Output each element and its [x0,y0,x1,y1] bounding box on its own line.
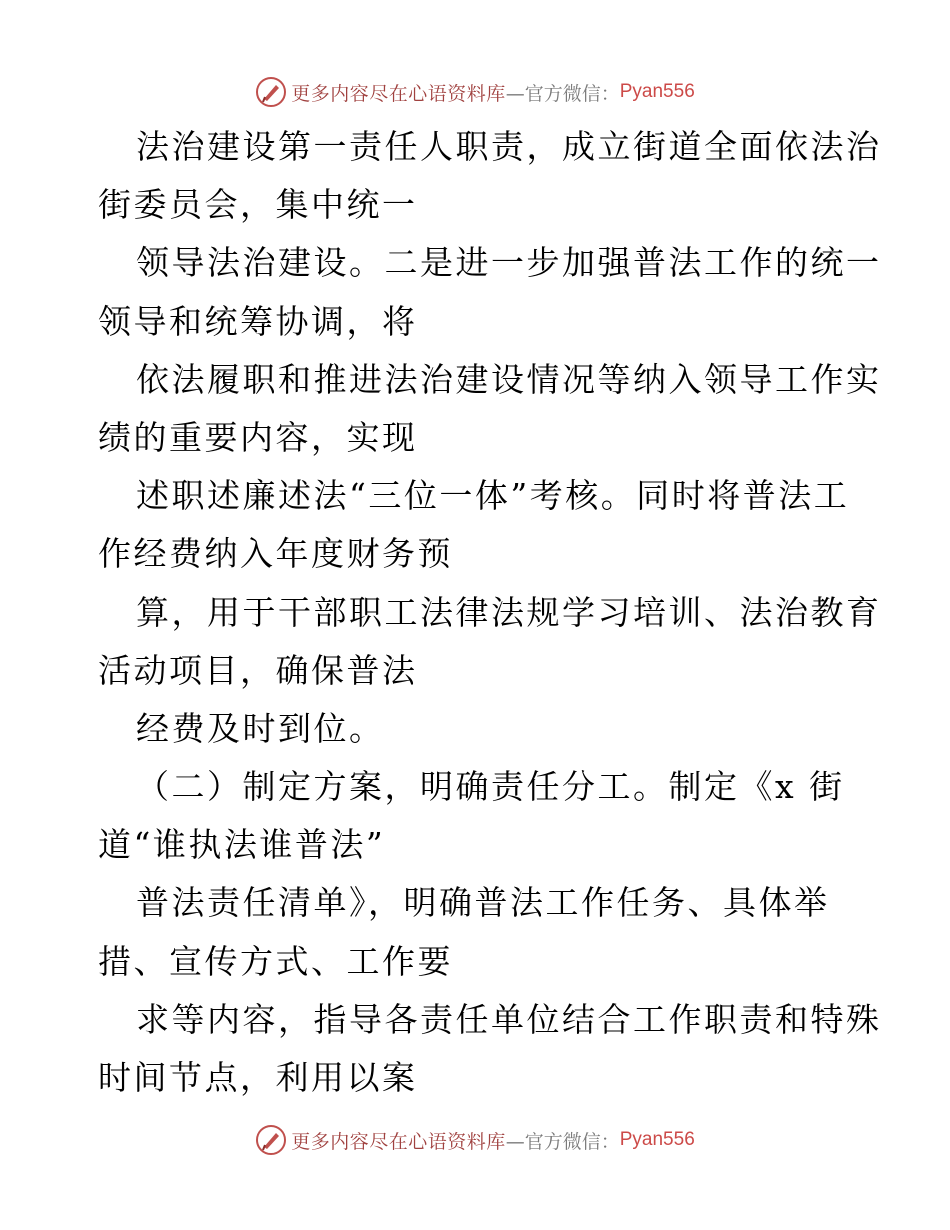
quill-logo-icon [255,76,287,108]
paragraph-line: 作经费纳入年度财务预 [98,534,453,574]
watermark-separator: —官方微信： [505,1130,620,1153]
paragraph-line: 依法履职和推进法治建设情况等纳入领导工作实 [136,359,882,399]
watermark-wechat-id: Pyan556 [619,1129,695,1150]
watermark-text: 更多内容尽在心语资料库 [291,82,506,105]
paragraph-line: 绩的重要内容，实现 [98,417,418,457]
header-watermark [0,72,950,112]
paragraph-line: 经费及时到位。 [136,708,385,748]
watermark-wechat-id: Pyan556 [619,81,695,102]
paragraph-line: 领导和统筹协调，将 [98,301,418,341]
paragraph-line: 普法责任清单》，明确普法工作任务、具体举 [136,883,830,923]
paragraph-line: 算，用于干部职工法律法规学习培训、法治教育 [136,592,882,632]
paragraph-line: 述职述廉述法“三位一体”考核。同时将普法工 [136,476,850,516]
watermark-text: 更多内容尽在心语资料库 [291,1130,506,1153]
paragraph-line: 时间节点，利用以案 [98,1058,418,1097]
footer-watermark [0,1120,950,1160]
paragraph-line: 街委员会，集中统一 [98,185,418,225]
paragraph-line: （二）制定方案，明确责任分工。制定《x 街 [136,767,845,807]
document-body [98,118,882,1107]
watermark-separator: —官方微信： [505,82,620,105]
paragraph-line: 道“谁执法谁普法” [98,825,386,865]
paragraph-line: 法治建设第一责任人职责，成立街道全面依法治 [136,127,882,166]
quill-logo-icon [255,1124,287,1156]
paragraph-line: 求等内容，指导各责任单位结合工作职责和特殊 [136,999,882,1039]
paragraph-line: 活动项目，确保普法 [98,650,418,690]
paragraph-line: 领导法治建设。二是进一步加强普法工作的统一 [136,243,882,283]
paragraph-line: 措、宣传方式、工作要 [98,941,453,981]
